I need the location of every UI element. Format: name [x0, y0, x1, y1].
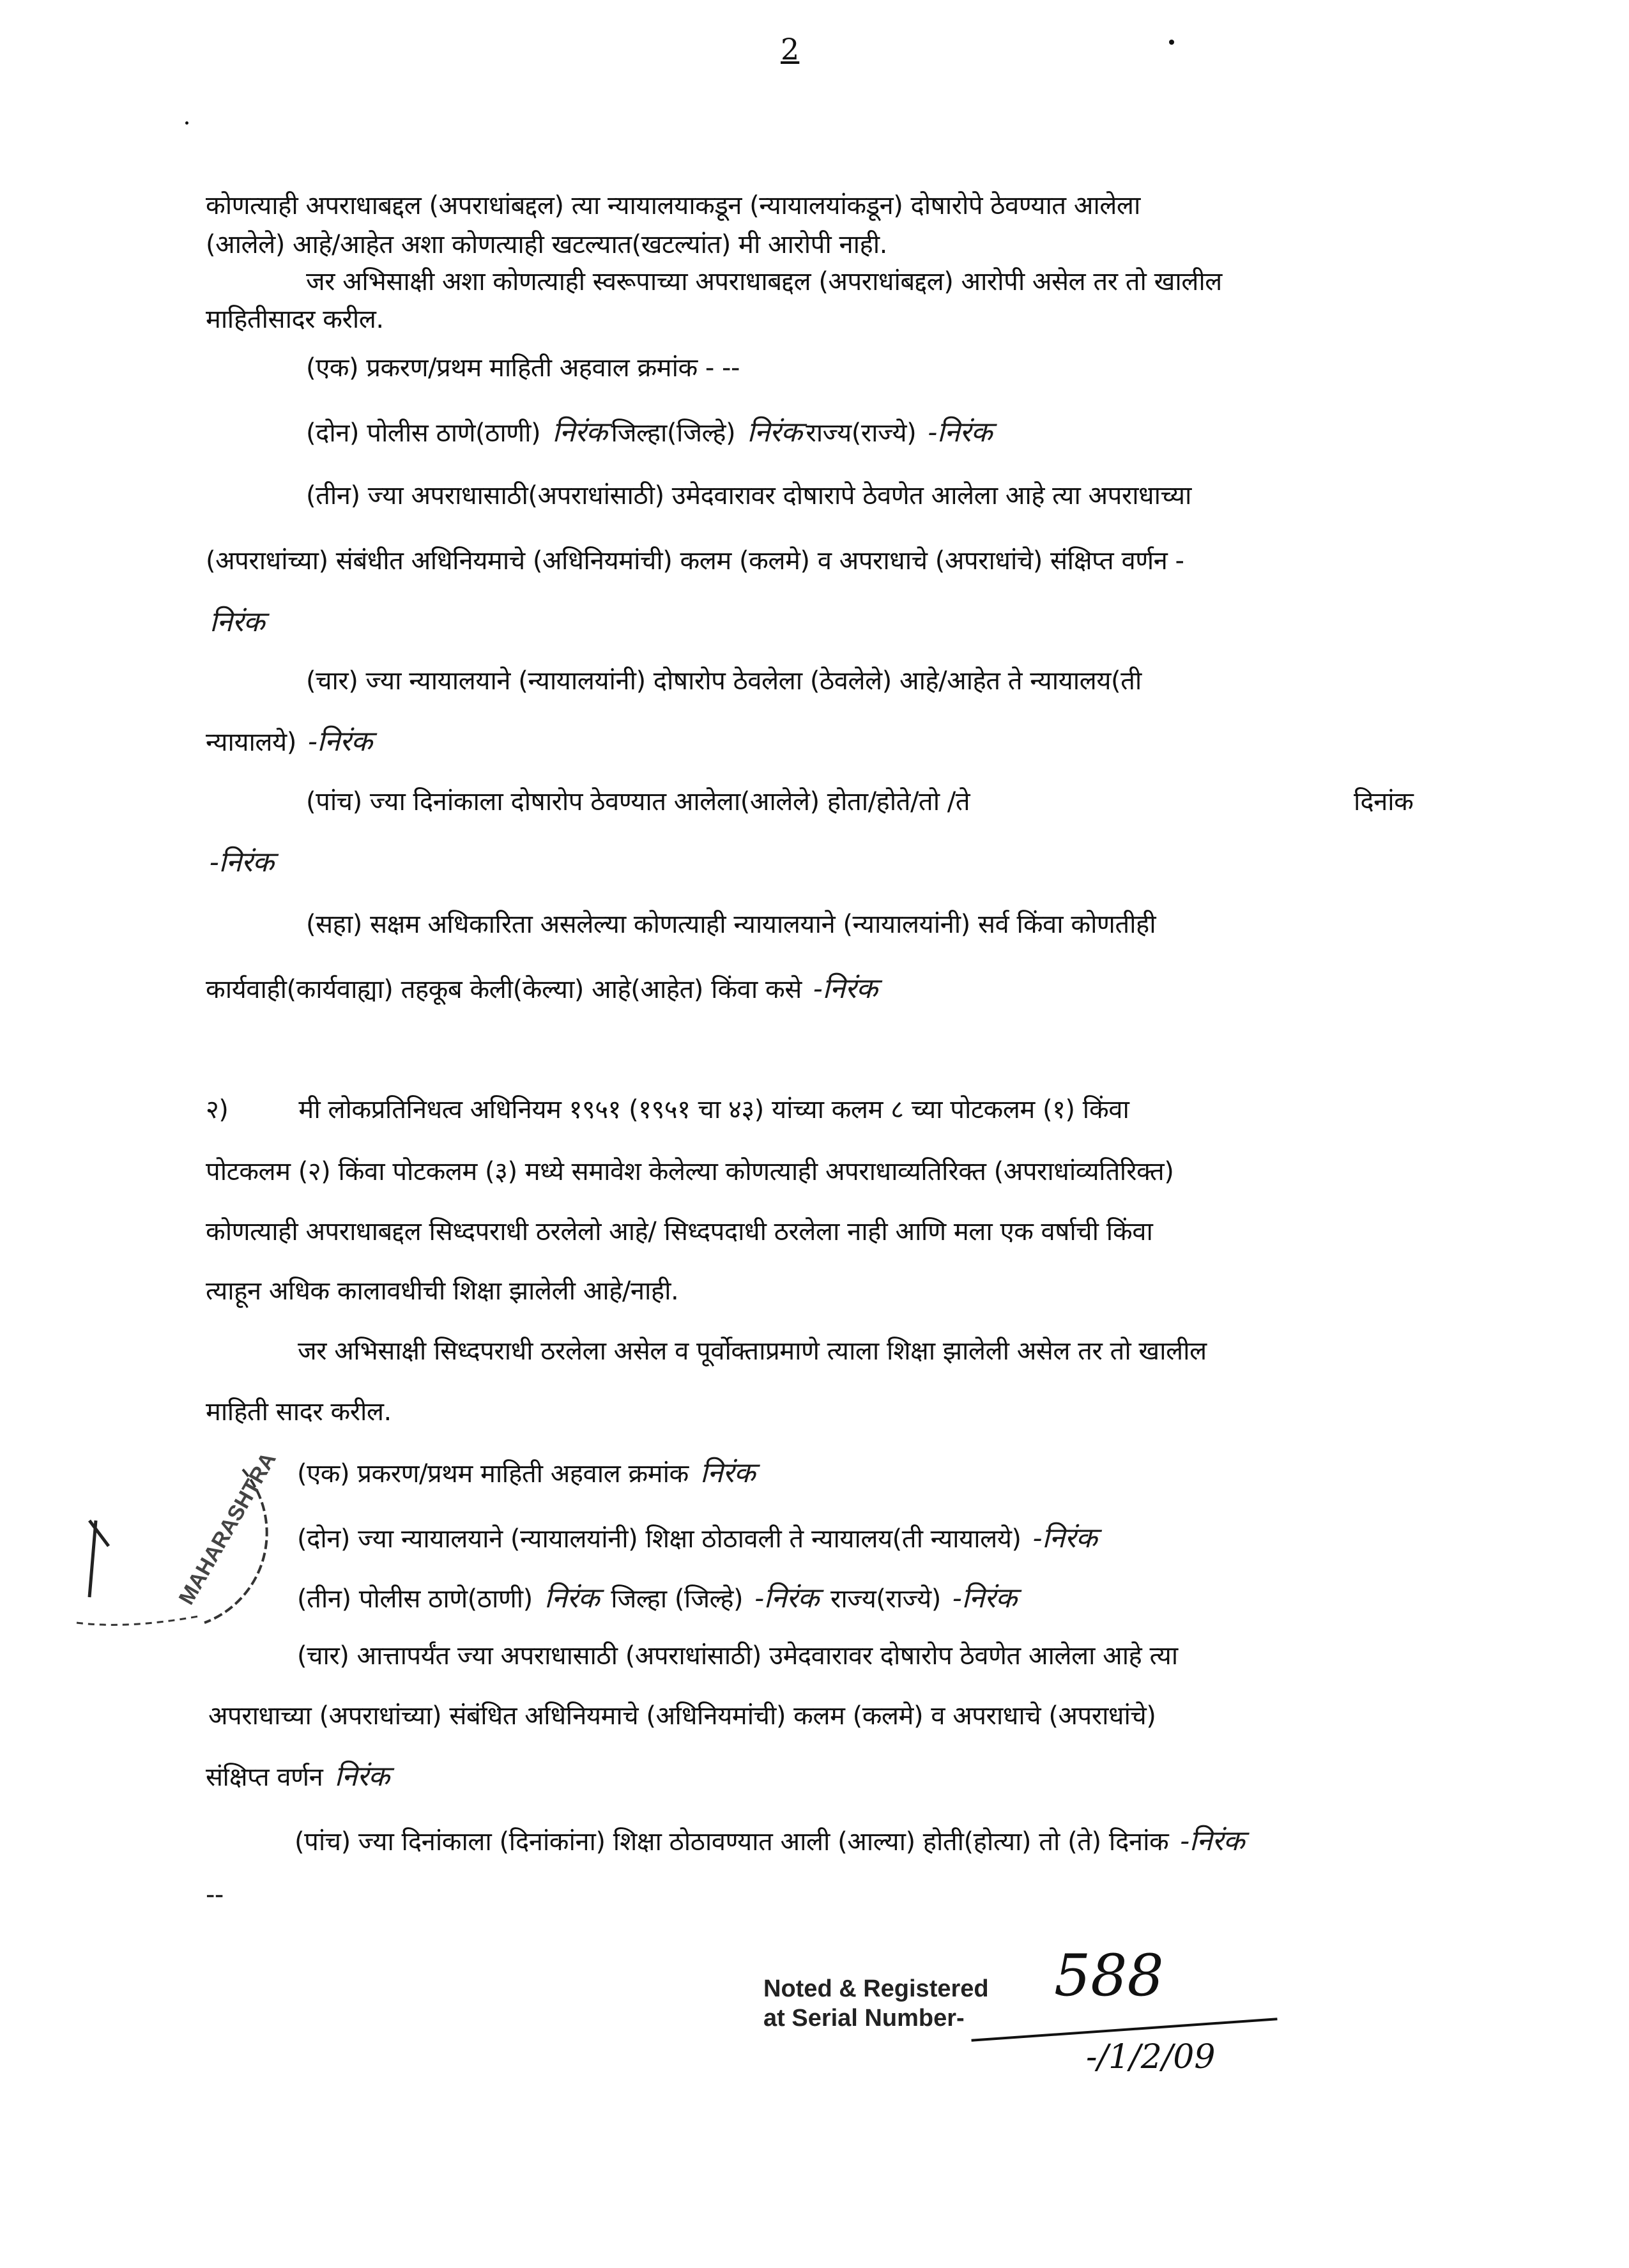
- text-segment: जर अभिसाक्षी सिध्दपराधी ठरलेला असेल व पूर्वोक्ताप्रमाणे त्याला शिक्षा झालेली असेल तर तो खालील: [298, 1337, 1207, 1366]
- text-line: [206, 227, 887, 263]
- text-line: [297, 1521, 1101, 1557]
- text-segment: (एक) प्रकरण/प्रथम माहिती अहवाल क्रमांक: [297, 1459, 696, 1489]
- text-segment: (दोन) ज्या न्यायालयाने (न्यायालयांनी) शिक्षा ठोठावली ते न्यायालय(ती न्यायालये): [297, 1524, 1029, 1554]
- text-segment: संक्षिप्त वर्णन: [206, 1763, 331, 1792]
- handwritten-entry-nil: निरंक: [210, 606, 265, 638]
- text-segment: पोटकलम (२) किंवा पोटकलम (३) मध्ये समावेश केलेल्या कोणत्याही अपराधाव्यतिरिक्त (अपराधांव्यतिरिक्त): [206, 1157, 1174, 1186]
- text-line: [297, 1581, 1021, 1617]
- text-line: [206, 971, 881, 1008]
- text-segment: (चार) आत्तापर्यंत ज्या अपराधासाठी (अपराधांसाठी) उमेदवारावर दोषारोप ठेवणेत आलेला आहे त्या: [297, 1641, 1178, 1671]
- seal-icon: [51, 1412, 281, 1642]
- text-segment: राज्य(राज्ये): [822, 1584, 949, 1614]
- text-line: [206, 845, 277, 881]
- scan-speck: [1169, 40, 1174, 45]
- text-line: [206, 1092, 1129, 1128]
- text-line: [306, 663, 1142, 699]
- text-segment: माहितीसादर करील.: [206, 305, 384, 334]
- handwritten-entry-nil: -निरंक: [813, 972, 878, 1005]
- text-segment: राज्य(राज्ये): [806, 418, 924, 448]
- handwritten-entry-nil: -निरंक: [928, 416, 992, 448]
- text-line: [206, 543, 1184, 579]
- text-segment: (पांच) ज्या दिनांकाला (दिनांकांना) शिक्षा ठोठावण्यात आली (आल्या) होती(होत्या) तो (ते) दिनांक: [294, 1827, 1177, 1857]
- official-seal: [51, 1412, 281, 1644]
- section-number: २): [206, 1095, 229, 1124]
- text-segment: जिल्हा (जिल्हे): [603, 1584, 751, 1614]
- handwritten-entry-nil: -निरंक: [1180, 1825, 1244, 1857]
- text-segment: कार्यवाही(कार्यवाह्या) तहकूब केली(केल्या) आहे(आहेत) किंवा कसे: [206, 975, 809, 1004]
- text-segment: कोणत्याही अपराधाबद्दल सिध्दपराधी ठरलेलो आहे/ सिध्दपदाधी ठरलेला नाही आणि मला एक वर्षाची किंवा: [206, 1217, 1153, 1246]
- page-number: 2: [781, 32, 800, 66]
- scan-speck: [185, 121, 188, 125]
- text-line: [206, 604, 268, 641]
- svg-text:MAHARASHTRA: MAHARASHTRA: [174, 1448, 281, 1609]
- text-line: [206, 1273, 678, 1309]
- text-segment: न्यायालये): [206, 728, 305, 757]
- text-line: [306, 264, 1222, 300]
- handwritten-entry-nil: निरंक: [747, 416, 802, 448]
- text-segment: मी लोकप्रतिनिधत्व अधिनियम १९५१ (१९५१ चा ४३) यांच्या कलम ८ च्या पोटकलम (१) किंवा: [298, 1095, 1129, 1124]
- handwritten-entry-nil: निरंक: [544, 1582, 600, 1614]
- handwritten-entry-nil: -निरंक: [1032, 1522, 1097, 1554]
- text-line: [306, 784, 1414, 820]
- text-segment: (तीन) पोलीस ठाणे(ठाणी): [297, 1584, 540, 1614]
- handwritten-entry-nil: निरंक: [334, 1760, 390, 1793]
- handwritten-entry-nil: -निरंक: [308, 725, 372, 758]
- text-segment: (चार) ज्या न्यायालयाने (न्यायालयांनी) दोषारोप ठेवलेला (ठेवलेले) आहे/आहेत ते न्यायालय(ती: [306, 666, 1142, 696]
- text-line: [206, 302, 384, 337]
- handwritten-entry-nil: -निरंक: [952, 1582, 1017, 1614]
- text-line: [306, 907, 1156, 942]
- text-line: [206, 724, 376, 760]
- text-segment: --: [206, 1880, 224, 1910]
- serial-number-handwritten: 588: [1054, 1942, 1164, 2009]
- text-line: [206, 1877, 224, 1913]
- text-segment: (दोन) पोलीस ठाणे(ठाणी): [306, 418, 549, 448]
- registration-stamp: [763, 1974, 989, 2033]
- text-segment: (एक) प्रकरण/प्रथम माहिती अहवाल क्रमांक - --: [306, 353, 740, 383]
- text-segment: माहिती सादर करील.: [206, 1397, 392, 1427]
- text-line: [306, 350, 740, 386]
- text-segment: अपराधाच्या (अपराधांच्या) संबंधित अधिनियमाचे (अधिनियमांची) कलम (कलमे) व अपराधाचे (अपराधांचे): [208, 1701, 1156, 1731]
- registration-date-handwritten: -/1/2/09: [1086, 2038, 1216, 2076]
- text-segment: जिल्हा(जिल्हे): [611, 418, 744, 448]
- text-line: [208, 1698, 1156, 1734]
- text-line: [206, 188, 1140, 224]
- handwritten-entry-nil: -निरंक: [754, 1582, 819, 1614]
- text-line: [206, 1759, 394, 1795]
- stamp-line-1: Noted & Registered: [763, 1975, 989, 2002]
- text-segment: कोणत्याही अपराधाबद्दल (अपराधांबद्दल) त्या न्यायालयाकडून (न्यायालयांकडून) दोषारोपे ठेवण्यात आलेला: [206, 191, 1140, 220]
- text-line: [297, 1638, 1178, 1674]
- text-line: [306, 478, 1191, 514]
- text-segment: दिनांक: [1354, 787, 1414, 816]
- text-segment: (तीन) ज्या अपराधासाठी(अपराधांसाठी) उमेदवारावर दोषारापे ठेवणेत आलेला आहे त्या अपराधाच्या: [306, 481, 1191, 510]
- text-line: [306, 415, 996, 451]
- text-segment: त्याहून अधिक कालावधीची शिक्षा झालेली आहे/नाही.: [206, 1276, 679, 1306]
- text-segment: (पांच) ज्या दिनांकाला दोषारोप ठेवण्यात आलेला(आलेले) होता/होते/तो /ते: [306, 787, 970, 816]
- text-line: [297, 1455, 759, 1492]
- stamp-line-2: at Serial Number-: [763, 2005, 965, 2032]
- text-segment: जर अभिसाक्षी अशा कोणत्याही स्वरूपाच्या अपराधाबद्दल (अपराधांबद्दल) आरोपी असेल तर तो खालील: [306, 267, 1222, 296]
- handwritten-entry-nil: -निरंक: [210, 846, 274, 878]
- text-line: [206, 1214, 1152, 1250]
- text-line: [298, 1333, 1207, 1369]
- handwritten-entry-nil: निरंक: [700, 1457, 755, 1489]
- text-segment: (अपराधांच्या) संबंधीत अधिनियमाचे (अधिनियमांची) कलम (कलमे) व अपराधाचे (अपराधांचे) संक्षिप्त वर्णन -: [206, 546, 1184, 576]
- text-line: [206, 1154, 1174, 1190]
- text-segment: (सहा) सक्षम अधिकारिता असलेल्या कोणत्याही न्यायालयाने (न्यायालयांनी) सर्व किंवा कोणतीही: [306, 910, 1156, 939]
- handwritten-entry-nil: निरंक: [552, 416, 608, 448]
- text-segment: (आलेले) आहे/आहेत अशा कोणत्याही खटल्यात(खटल्यांत) मी आरोपी नाही.: [206, 230, 887, 259]
- text-line: [294, 1823, 1248, 1860]
